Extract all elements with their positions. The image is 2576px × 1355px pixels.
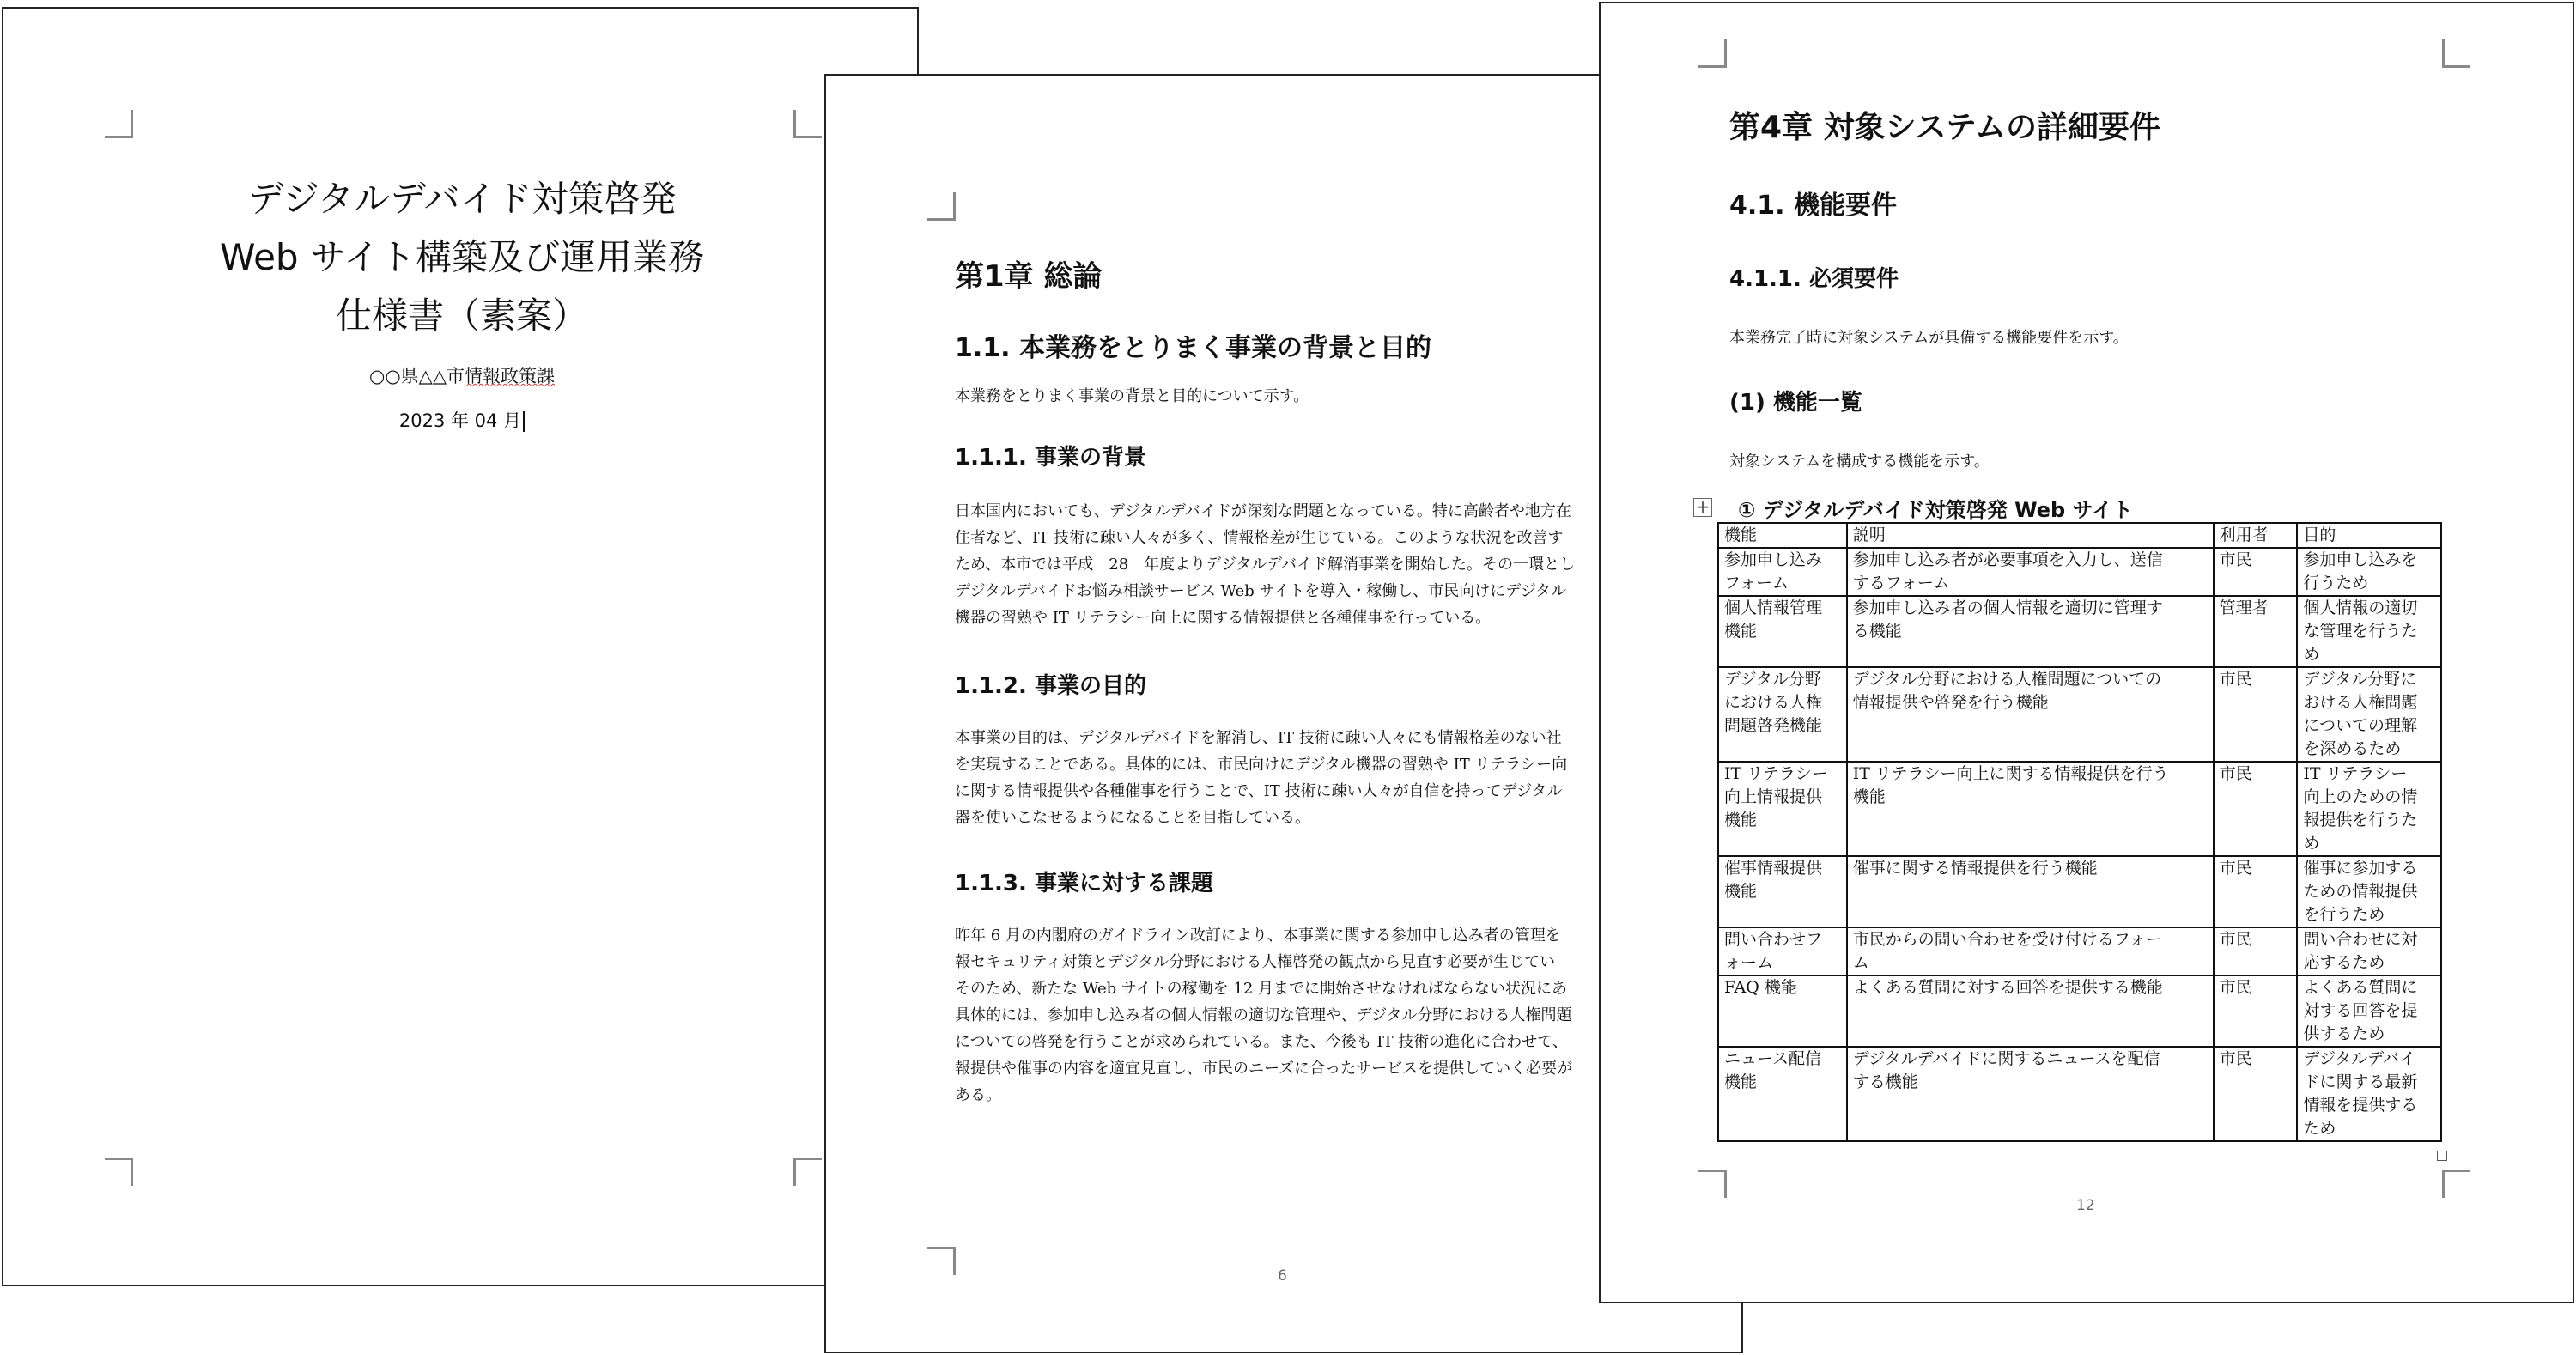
text-line: ある。 <box>955 1086 1001 1104</box>
table-header-cell[interactable]: 利用者 <box>2214 523 2298 548</box>
cell-text-line: における人権 <box>1724 693 1823 712</box>
cell-text-line: FAQ 機能 <box>1724 978 1797 997</box>
purpose-cell[interactable] <box>2297 596 2441 667</box>
cell-text-line: な管理を行うた <box>2303 622 2418 641</box>
table-resize-handle[interactable] <box>2437 1151 2447 1161</box>
table-header-cell[interactable]: 説明 <box>1847 523 2214 548</box>
text-line: についての啓発を行うことが求められている。また、今後も IT 技術の進化に合わせて、 <box>955 1033 1568 1051</box>
cell-text-line: についての理解 <box>2303 716 2417 735</box>
cell-text-line: 対する回答を提 <box>2303 1001 2418 1020</box>
crop-mark <box>793 1158 822 1186</box>
page-number: 6 <box>1278 1267 1287 1285</box>
cell-text-line: IT リテラシー <box>1724 764 1828 783</box>
table-row <box>1718 975 2441 1047</box>
user-cell[interactable] <box>2214 975 2298 1047</box>
function-cell[interactable] <box>1718 927 1847 975</box>
text-line: 住者など、IT 技術に疎い人々が多く、情報格差が生じている。このような状況を改善す <box>955 529 1564 547</box>
cell-text-line: 問い合わせフ <box>1724 930 1823 949</box>
cell-text-line: 機能 <box>1724 811 1758 829</box>
cell-text-line: IT リテラシー <box>2303 764 2408 783</box>
body-paragraph: 対象システムを構成する機能を示す。 <box>1729 453 1990 471</box>
cell-text-line: め <box>2303 645 2320 664</box>
user-cell[interactable] <box>2214 548 2298 596</box>
cell-text-line: 市民からの問い合わせを受け付けるフォー <box>1852 930 2162 949</box>
cell-text-line: デジタルデバイ <box>2303 1049 2416 1068</box>
cell-text-line: 市民 <box>2219 1049 2252 1068</box>
table-header-row <box>1718 523 2441 548</box>
purpose-cell[interactable] <box>2297 856 2441 927</box>
cell-text-line: ォーム <box>1724 953 1774 972</box>
cell-text-line: 機能 <box>1724 882 1758 901</box>
cover-date[interactable] <box>3 407 919 433</box>
purpose-cell[interactable] <box>2297 548 2441 596</box>
page-number: 12 <box>2076 1197 2095 1214</box>
function-cell[interactable] <box>1718 596 1847 667</box>
text-line: 報セキュリティ対策とデジタル分野における人権啓発の観点から見直す必要が生じてい <box>955 953 1556 971</box>
cell-text-line: 供するため <box>2303 1024 2385 1043</box>
text-line: デジタルデバイドお悩み相談サービス Web サイトを導入・稼働し、市民向けにデジタル <box>955 582 1567 600</box>
cell-text-line: おける人権問題 <box>2303 693 2418 712</box>
cell-text-line: 報提供を行うた <box>2303 811 2418 829</box>
cell-text-line: 市民 <box>2219 670 2252 689</box>
cell-text-line: よくある質問に <box>2303 978 2418 997</box>
body-paragraph <box>955 922 1572 1109</box>
cell-text-line: する機能 <box>1852 1072 1918 1091</box>
cell-text-line: 催事に関する情報提供を行う機能 <box>1852 859 2098 878</box>
description-cell[interactable] <box>1847 856 2214 927</box>
cell-text-line: 機能 <box>1852 787 1886 806</box>
cell-text-line: 市民 <box>2219 978 2252 997</box>
description-cell[interactable] <box>1847 667 2214 762</box>
user-cell[interactable] <box>2214 856 2298 927</box>
cell-text-line: デジタル分野に <box>2303 670 2417 689</box>
description-cell[interactable] <box>1847 1047 2214 1141</box>
cell-text-line: 向上のための情 <box>2303 787 2418 806</box>
crop-mark <box>105 1158 133 1186</box>
section-heading: 1.1. 本業務をとりまく事業の背景と目的 <box>955 333 1431 363</box>
cell-text-line: 向上情報提供 <box>1724 787 1823 806</box>
body-paragraph <box>955 498 1575 631</box>
purpose-cell[interactable] <box>2297 927 2441 975</box>
cell-text-line: 参加申し込み者の個人情報を適切に管理す <box>1852 599 2163 617</box>
cover-title-line: Web サイト構築及び運用業務 <box>220 236 704 278</box>
purpose-cell[interactable] <box>2297 975 2441 1047</box>
document-page-cover[interactable] <box>2 7 919 1286</box>
subsection-heading: 1.1.1. 事業の背景 <box>955 445 1146 471</box>
table-row <box>1718 856 2441 927</box>
table-row <box>1718 667 2441 762</box>
cell-text-line: ため <box>2303 1119 2336 1138</box>
body-paragraph: 本業務をとりまく事業の背景と目的について示す。 <box>955 387 1309 405</box>
cell-text-line: デジタル分野における人権問題についての <box>1852 670 2162 689</box>
cell-text-line: 情報提供や啓発を行う機能 <box>1852 693 2049 712</box>
purpose-cell[interactable] <box>2297 667 2441 762</box>
section-heading: 4.1. 機能要件 <box>1729 191 1897 221</box>
description-cell[interactable] <box>1847 548 2214 596</box>
table-row <box>1718 548 2441 596</box>
text-line: そのため、新たな Web サイトの稼働を 12 月までに開始させなければならない状況にあ <box>955 980 1568 998</box>
document-page-12[interactable] <box>1599 2 2574 1303</box>
text-line: 本事業の目的は、デジタルデバイドを解消し、IT 技術に疎い人々にも情報格差のない社 <box>955 729 1562 747</box>
cover-date-text: 2023 年 04 月 <box>398 410 522 431</box>
cell-text-line: ニュース配信 <box>1724 1049 1822 1068</box>
function-cell[interactable] <box>1718 762 1847 856</box>
text-line: 具体的には、参加申し込み者の個人情報の適切な管理や、デジタル分野における人権問題 <box>955 1006 1572 1024</box>
description-cell[interactable] <box>1847 762 2214 856</box>
cell-text-line: を深めるため <box>2303 739 2402 758</box>
description-cell[interactable] <box>1847 975 2214 1047</box>
cell-text-line: め <box>2303 834 2320 853</box>
cell-text-line: る機能 <box>1852 622 1902 641</box>
cell-text-line: 行うため <box>2303 574 2369 592</box>
purpose-cell[interactable] <box>2297 1047 2441 1141</box>
cell-text-line: 市民 <box>2219 764 2252 783</box>
text-line: に関する情報提供や各種催事を行うことで、IT 技術に疎い人々が自信を持ってデジタル <box>955 782 1563 800</box>
cell-text-line: 個人情報管理 <box>1724 599 1823 617</box>
cell-text-line: デジタル分野 <box>1724 670 1821 689</box>
crop-mark <box>927 1247 956 1275</box>
cell-text-line: 機能 <box>1724 622 1758 641</box>
cell-text-line: デジタルデバイドに関するニュースを配信 <box>1852 1049 2160 1068</box>
table-row <box>1718 1047 2441 1141</box>
org-prefix: ○○県△△市 <box>369 366 465 386</box>
chapter-heading: 第4章 対象システムの詳細要件 <box>1729 110 2160 145</box>
body-paragraph <box>955 725 1567 831</box>
crop-mark <box>1698 39 1727 68</box>
chapter-heading: 第1章 総論 <box>955 259 1103 294</box>
cell-text-line: 個人情報の適切 <box>2303 599 2418 617</box>
cell-text-line: 応するため <box>2303 953 2385 972</box>
table-title: ① デジタルデバイド対策啓発 Web サイト <box>1738 498 2133 522</box>
table-row <box>1718 927 2441 975</box>
crop-mark <box>927 192 956 221</box>
text-line: ため、本市では平成 28 年度よりデジタルデバイド解消事業を開始した。その一環とし <box>955 556 1576 574</box>
subsection-heading: 1.1.3. 事業に対する課題 <box>955 871 1213 896</box>
purpose-cell[interactable] <box>2297 762 2441 856</box>
cell-text-line: 催事に参加する <box>2303 859 2418 878</box>
user-cell[interactable] <box>2214 1047 2298 1141</box>
description-cell[interactable] <box>1847 596 2214 667</box>
crop-mark <box>2442 1170 2470 1198</box>
function-cell[interactable] <box>1718 548 1847 596</box>
cell-text-line: 管理者 <box>2219 599 2269 617</box>
crop-mark <box>793 110 822 138</box>
user-cell[interactable] <box>2214 596 2298 667</box>
table-header-cell[interactable]: 目的 <box>2297 523 2441 548</box>
cell-text-line: を行うため <box>2303 905 2385 924</box>
cell-text-line: 市民 <box>2219 550 2252 569</box>
cell-text-line: 参加申し込み者が必要事項を入力し、送信 <box>1852 550 2163 569</box>
table-move-handle[interactable]: + <box>1693 498 1712 517</box>
cell-text-line: 催事情報提供 <box>1724 859 1823 878</box>
org-department: 情報政策課 <box>464 366 555 386</box>
cover-title-line: 仕様書（素案） <box>335 295 588 337</box>
cover-title-line: デジタルデバイド対策啓発 <box>247 178 677 220</box>
user-cell[interactable] <box>2214 927 2298 975</box>
text-line: 報提供や催事の内容を適宜見直し、市民のニーズに合ったサービスを提供していく必要が <box>955 1060 1573 1078</box>
list-heading: (1) 機能一覧 <box>1729 390 1862 416</box>
cell-text-line: 市民 <box>2219 930 2252 949</box>
cell-text-line: 参加申し込み <box>1724 550 1823 569</box>
cell-text-line: ドに関する最新 <box>2303 1072 2418 1091</box>
text-line: を実現することである。具体的には、市民向けにデジタル機器の習熟や IT リテラシー向 <box>955 756 1568 774</box>
cell-text-line: ための情報提供 <box>2303 882 2418 901</box>
table-row <box>1718 762 2441 856</box>
table-header-cell[interactable]: 機能 <box>1718 523 1847 548</box>
cell-text-line: するフォーム <box>1852 574 1950 592</box>
function-cell[interactable] <box>1718 856 1847 927</box>
function-cell[interactable] <box>1718 1047 1847 1141</box>
cover-organization <box>3 362 919 388</box>
user-cell[interactable] <box>2214 667 2298 762</box>
subsection-heading: 4.1.1. 必須要件 <box>1729 266 1899 292</box>
cell-text-line: 問い合わせに対 <box>2303 930 2418 949</box>
description-cell[interactable] <box>1847 927 2214 975</box>
cell-text-line: 参加申し込みを <box>2303 550 2418 569</box>
crop-mark <box>2442 39 2470 68</box>
cell-text-line: フォーム <box>1724 574 1789 592</box>
text-line: 昨年 6 月の内閣府のガイドライン改訂により、本事業に関する参加申し込み者の管理を <box>955 927 1561 945</box>
table-row <box>1718 596 2441 667</box>
function-cell[interactable] <box>1718 975 1847 1047</box>
cell-text-line: よくある質問に対する回答を提供する機能 <box>1852 978 2163 997</box>
user-cell[interactable] <box>2214 762 2298 856</box>
cell-text-line: 機能 <box>1724 1072 1758 1091</box>
crop-mark <box>105 110 133 138</box>
function-table[interactable] <box>1717 522 2442 1142</box>
crop-mark <box>1698 1170 1727 1198</box>
cover-title <box>3 170 919 345</box>
cell-text-line: 情報を提供する <box>2303 1096 2418 1115</box>
cell-text-line: IT リテラシー向上に関する情報提供を行う <box>1852 764 2169 783</box>
table-body <box>1718 548 2441 1141</box>
text-line: 日本国内においても、デジタルデバイドが深刻な問題となっている。特に高齢者や地方在 <box>955 502 1571 520</box>
body-paragraph: 本業務完了時に対象システムが具備する機能要件を示す。 <box>1729 329 2129 347</box>
function-cell[interactable] <box>1718 667 1847 762</box>
subsection-heading: 1.1.2. 事業の目的 <box>955 673 1146 699</box>
cell-text-line: 市民 <box>2219 859 2252 878</box>
cell-text-line: 問題啓発機能 <box>1724 716 1823 735</box>
text-line: 機器の習熟や IT リテラシー向上に関する情報提供と各種催事を行っている。 <box>955 609 1492 627</box>
text-cursor <box>523 411 525 432</box>
cell-text-line: ム <box>1852 953 1869 972</box>
text-line: 器を使いこなせるようになることを目指している。 <box>955 809 1310 827</box>
